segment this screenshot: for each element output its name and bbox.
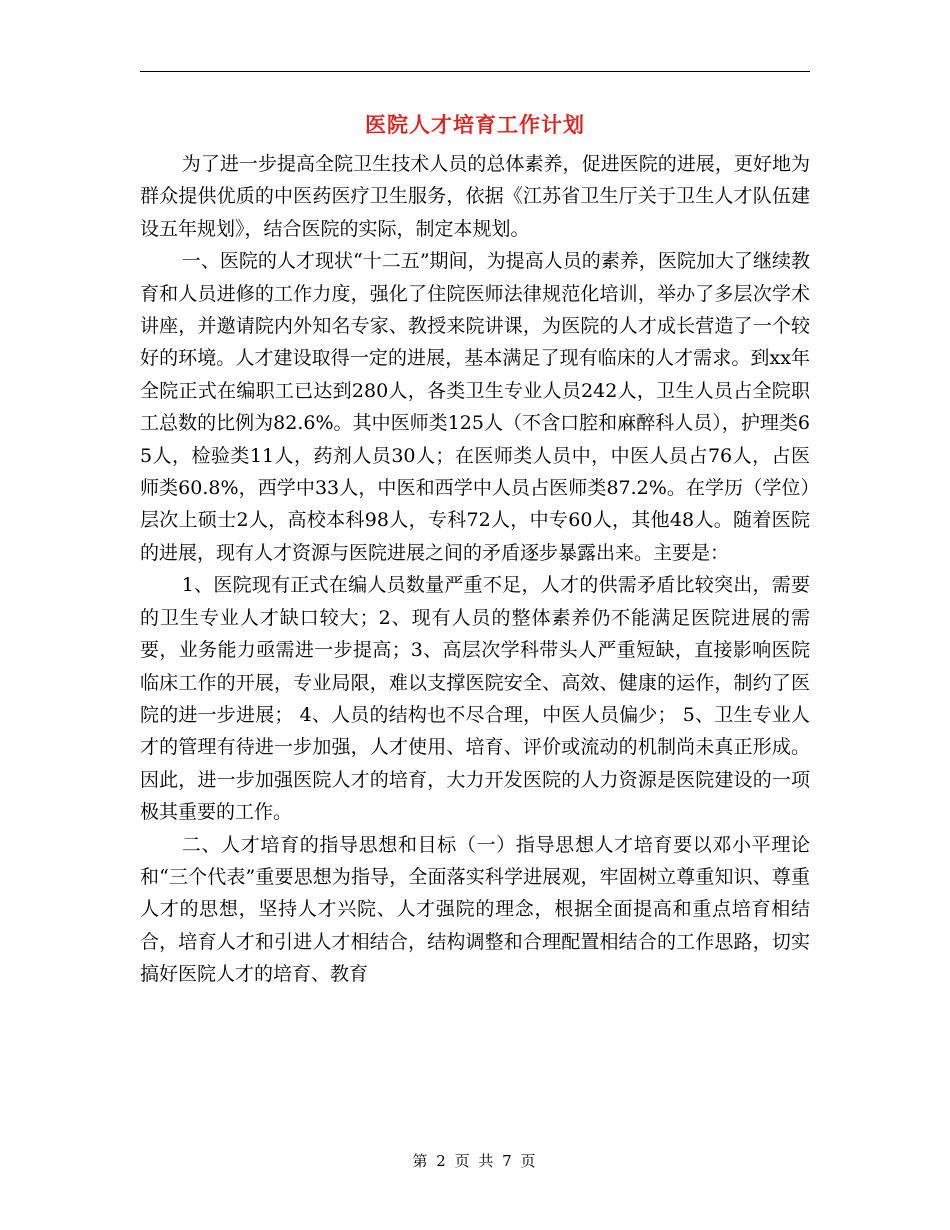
paragraph-intro: 为了进一步提高全院卫生技术人员的总体素养，促进医院的进展，更好地为群众提供优质的中医药医疗卫生服务，依据《江苏省卫生厅关于卫生人才队伍建设五年规划》，结合医院的实际，制定本规划。 (140, 153, 810, 240)
document-body (140, 148, 810, 991)
document-title: 医院人才培育工作计划 (365, 112, 585, 137)
page-number-footer: 第 2 页 共 7 页 (412, 1152, 538, 1170)
paragraph-guiding-ideology: 二、人才培育的指导思想和目标（一）指导思想人才培育要以邓小平理论和“三个代表”重要思想为指导，全面落实科学进展观，牢固树立尊重知识、尊重人才的思想，坚持人才兴院、人才强院的理念，根据全面提高和重点培育相结合，培育人才和引进人才相结合，结构调整和合理配置相结合的工作思路，切实搞好医院人才的培育、教育 (140, 833, 810, 986)
paragraph-talent-status: 一、医院的人才现状“十二五”期间，为提高人员的素养，医院加大了继续教育和人员进修的工作力度，强化了住院医师法律规范化培训，举办了多层次学术讲座，并邀请院内外知名专家、教授来院讲课，为医院的人才成长营造了一个较好的环境。人才建设取得一定的进展，基本满足了现有临床的人才需求。到xx年全院正式在编职工已达到280人，各类卫生专业人员242人，卫生人员占全院职工总数的比例为82.6%。其中医师类125人（不含口腔和麻醉科人员），护理类65人，检验类11人，药剂人员30人；在医师类人员中，中医人员占76人，占医师类60.8%，西学中33人，中医和西学中人员占医师类87.2%。在学历（学位）层次上硕士2人，高校本科98人，专科72人，中专60人，其他48人。随着医院的进展，现有人才资源与医院进展之间的矛盾逐步暴露出来。主要是： (140, 250, 810, 564)
paragraph-main-problems: 1、医院现有正式在编人员数量严重不足，人才的供需矛盾比较突出，需要的卫生专业人才缺口较大；2、现有人员的整体素养仍不能满足医院进展的需要，业务能力亟需进一步提高；3、高层次学科带头人严重短缺，直接影响医院临床工作的开展，专业局限，难以支撑医院安全、高效、健康的运作，制约了医院的进一步进展； 4、人员的结构也不尽合理，中医人员偏少； 5、卫生专业人才的管理有待进一步加强，人才使用、培育、评价或流动的机制尚未真正形成。因此，进一步加强医院人才的培育，大力开发医院的人力资源是医院建设的一项极其重要的工作。 (140, 574, 810, 824)
header-rule (140, 71, 810, 72)
